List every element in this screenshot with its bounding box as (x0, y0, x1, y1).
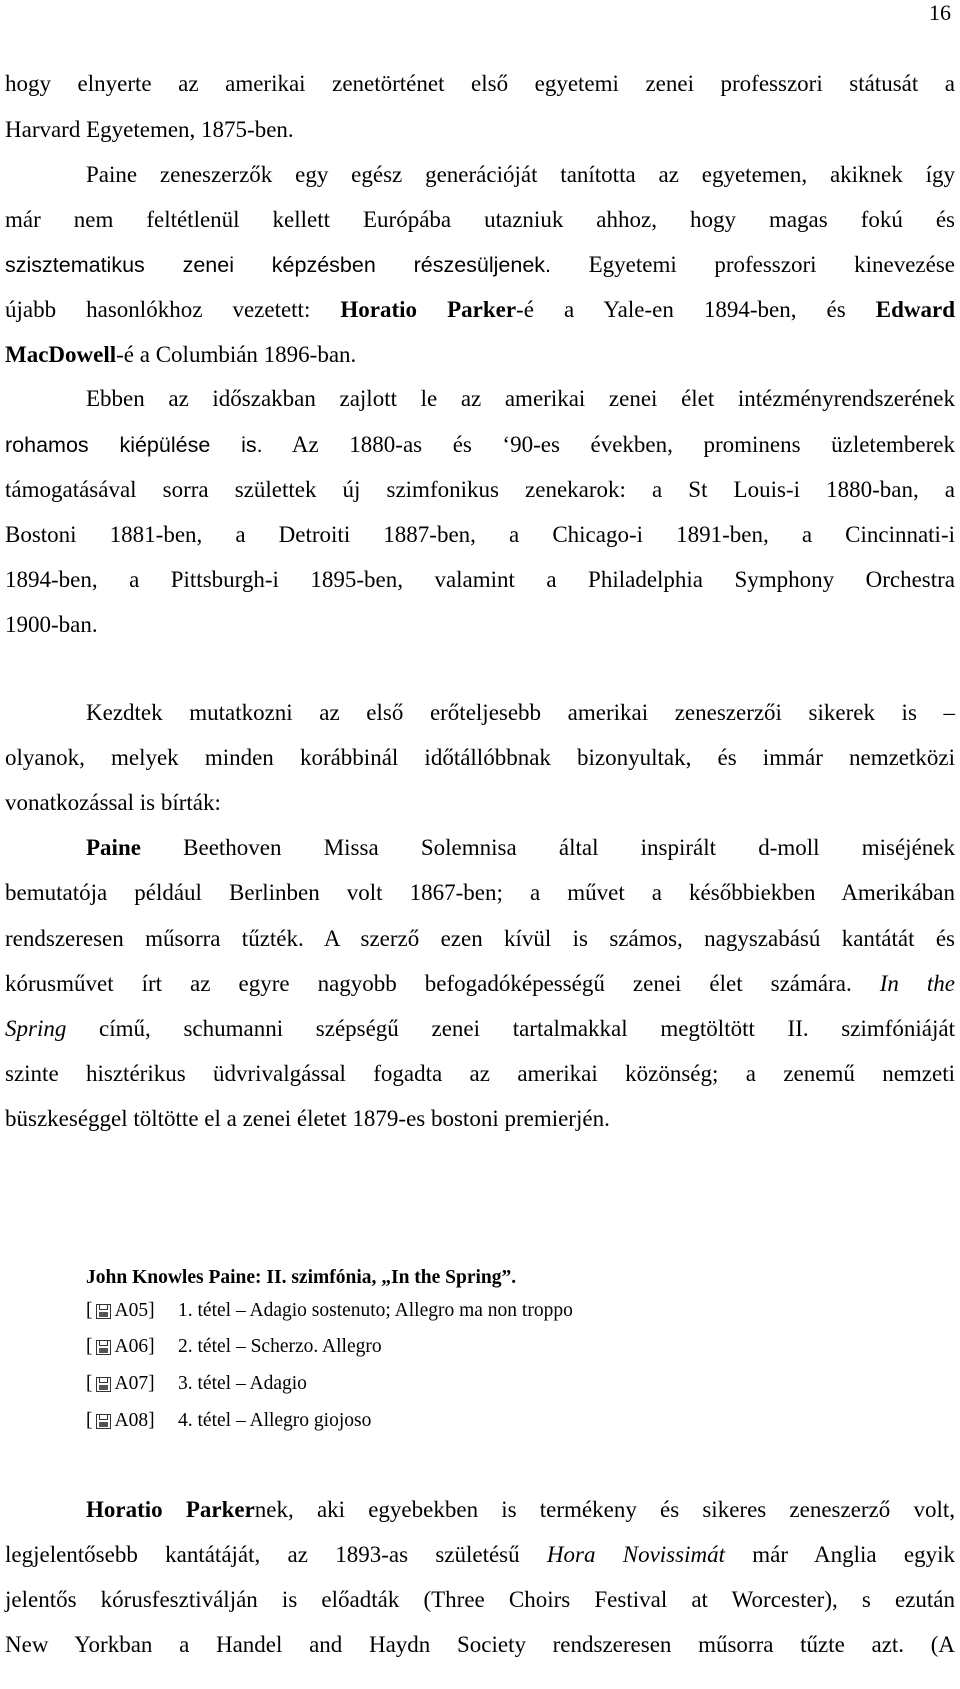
paragraph-6-line-2 (5, 1541, 955, 1569)
work-title-spring: Spring (5, 1016, 67, 1041)
track-item-a06[interactable] (86, 1334, 382, 1360)
paragraph-6-line-1-part-c: aki egyebekben is termékeny és sikeres zeneszerző volt, (293, 1497, 955, 1522)
paragraph-3-line-1: Ebben az időszakban zajlott le az amerikai zenei élet intézményrendszerének (86, 386, 955, 411)
track-label: 3. tétel – Adagio (178, 1373, 307, 1394)
paragraph-5-line-1-part-b: Beethoven Missa Solemnisa által inspirált d-moll miséjének (140, 835, 955, 860)
track-code: A08] (114, 1410, 155, 1431)
paragraph-2-line-4-part-a: újabb hasonlókhoz vezetett: (5, 297, 341, 322)
person-name-horatio-parker: Horatio Parker (340, 297, 517, 322)
track-code: A07] (114, 1373, 155, 1394)
floppy-disk-icon[interactable] (96, 1304, 111, 1319)
paragraph-5-line-6: szinte hisztérikus üdvrivalgással fogadta az amerikai közönség; a zenemű nemzeti (5, 1061, 955, 1086)
paragraph-4-line-1: Kezdtek mutatkozni az első erőteljesebb amerikai zeneszerzői sikerek is – (86, 700, 955, 725)
paragraph-6-line-1 (86, 1496, 955, 1524)
paragraph-3-line-2-part-a: rohamos kiépülése is. (5, 433, 263, 457)
paragraph-6-line-3: jelentős kórusfesztiválján is előadták (Three Choirs Festival at Worcester), s ezután (5, 1587, 955, 1612)
track-label: 2. tétel – Scherzo. Allegro (178, 1336, 382, 1357)
work-title-hora-novissima: Hora Novissimát (546, 1542, 725, 1567)
paragraph-6-line-4: New Yorkban a Handel and Haydn Society rendszeresen műsorra tűzte azt. (A (5, 1632, 955, 1657)
paragraph-2-line-3-part-a: szisztematikus zenei képzésben részesüljenek. (5, 253, 552, 277)
track-ref[interactable] (86, 1409, 178, 1433)
track-code: A05] (114, 1300, 155, 1321)
paragraph-3-line-2-part-b: Az 1880-as és ‘90-es években, prominens üzletemberek (262, 432, 955, 457)
paragraph-5-line-7: büszkeséggel töltötte el a zenei életet 1879-es bostoni premierjén. (5, 1106, 610, 1131)
paragraph-3-line-2 (5, 431, 955, 459)
paragraph-3-line-4: Bostoni 1881-ben, a Detroiti 1887-ben, a Chicago-i 1891-ben, a Cincinnati-i (5, 522, 955, 547)
paragraph-2-line-5 (5, 341, 955, 369)
paragraph-6-line-2-part-c: már Anglia egyik (724, 1542, 955, 1567)
paragraph-5-line-3: rendszeresen műsorra tűzték. A szerző ezen kívül is számos, nagyszabású kantátát és (5, 926, 955, 951)
paragraph-2-line-4-part-c: -é a Yale-en 1894-ben, és (516, 297, 876, 322)
paragraph-2-line-2: már nem feltétlenül kellett Európába utazniuk ahhoz, hogy magas fokú és (5, 207, 955, 232)
track-label: 4. tétel – Allegro giojoso (178, 1410, 372, 1431)
track-bracket: [ (86, 1300, 93, 1321)
person-name-paine: Paine (86, 835, 141, 860)
paragraph-2-line-1: Paine zeneszerzők egy egész generációját tanította az egyetemen, akiknek így (86, 162, 955, 187)
paragraph-1-line-2: Harvard Egyetemen, 1875-ben. (5, 117, 294, 142)
floppy-disk-icon[interactable] (96, 1340, 111, 1355)
paragraph-5-line-2: bemutatója például Berlinben volt 1867-ben; a művet a későbbiekben Amerikában (5, 880, 955, 905)
page-number: 16 (929, 0, 951, 25)
track-ref[interactable] (86, 1299, 178, 1323)
track-ref[interactable] (86, 1372, 178, 1396)
paragraph-4-line-2: olyanok, melyek minden korábbinál időtállóbbnak bizonyultak, és immár nemzetközi (5, 745, 955, 770)
paragraph-2-line-4 (5, 296, 955, 324)
track-label: 1. tétel – Adagio sostenuto; Allegro ma non troppo (178, 1300, 573, 1321)
person-name-horatio-parker: Horatio Parker (86, 1497, 255, 1522)
paragraph-4-line-3: vonatkozással is bírták: (5, 790, 221, 815)
paragraph-3-line-3: támogatásával sorra születtek új szimfonikus zenekarok: a St Louis-i 1880-ban, a (5, 477, 955, 502)
work-title-in-the: In the (879, 971, 956, 996)
paragraph-6-line-2-part-a: legjelentősebb kantátáját, az 1893-as születésű (5, 1542, 547, 1567)
track-item-a07[interactable] (86, 1371, 307, 1397)
paragraph-5-line-5-part-b: című, schumanni szépségű zenei tartalmakkal megtöltött II. szimfóniáját (66, 1016, 955, 1041)
track-ref[interactable] (86, 1335, 178, 1359)
person-name-edward: Edward (875, 297, 955, 322)
track-list-title: John Knowles Paine: II. szimfónia, „In the Spring”. (86, 1267, 517, 1288)
paragraph-6-line-1-part-b: nek, (254, 1497, 294, 1522)
paragraph-5-line-4-part-a: kórusművet írt az egyre nagyobb befogadóképességű zenei élet számára. (5, 971, 880, 996)
paragraph-5-line-1 (86, 834, 955, 862)
floppy-disk-icon[interactable] (96, 1377, 111, 1392)
track-code: A06] (114, 1336, 155, 1357)
person-name-macdowell: MacDowell (5, 342, 117, 367)
paragraph-5-line-4 (5, 970, 955, 998)
floppy-disk-icon[interactable] (96, 1414, 111, 1429)
track-bracket: [ (86, 1336, 93, 1357)
track-bracket: [ (86, 1373, 93, 1394)
paragraph-2-line-3 (5, 251, 955, 279)
track-bracket: [ (86, 1410, 93, 1431)
paragraph-3-line-6: 1900-ban. (5, 612, 98, 637)
track-item-a05[interactable] (86, 1298, 573, 1324)
track-item-a08[interactable] (86, 1408, 371, 1434)
paragraph-3-line-5: 1894-ben, a Pittsburgh-i 1895-ben, valamint a Philadelphia Symphony Orchestra (5, 567, 955, 592)
paragraph-2-line-3-part-b: Egyetemi professzori kinevezése (551, 252, 955, 277)
paragraph-2-line-5-part-b: -é a Columbián 1896-ban. (116, 342, 357, 367)
paragraph-1-line-1: hogy elnyerte az amerikai zenetörténet első egyetemi zenei professzori státusát a (5, 71, 955, 96)
paragraph-5-line-5 (5, 1015, 955, 1043)
